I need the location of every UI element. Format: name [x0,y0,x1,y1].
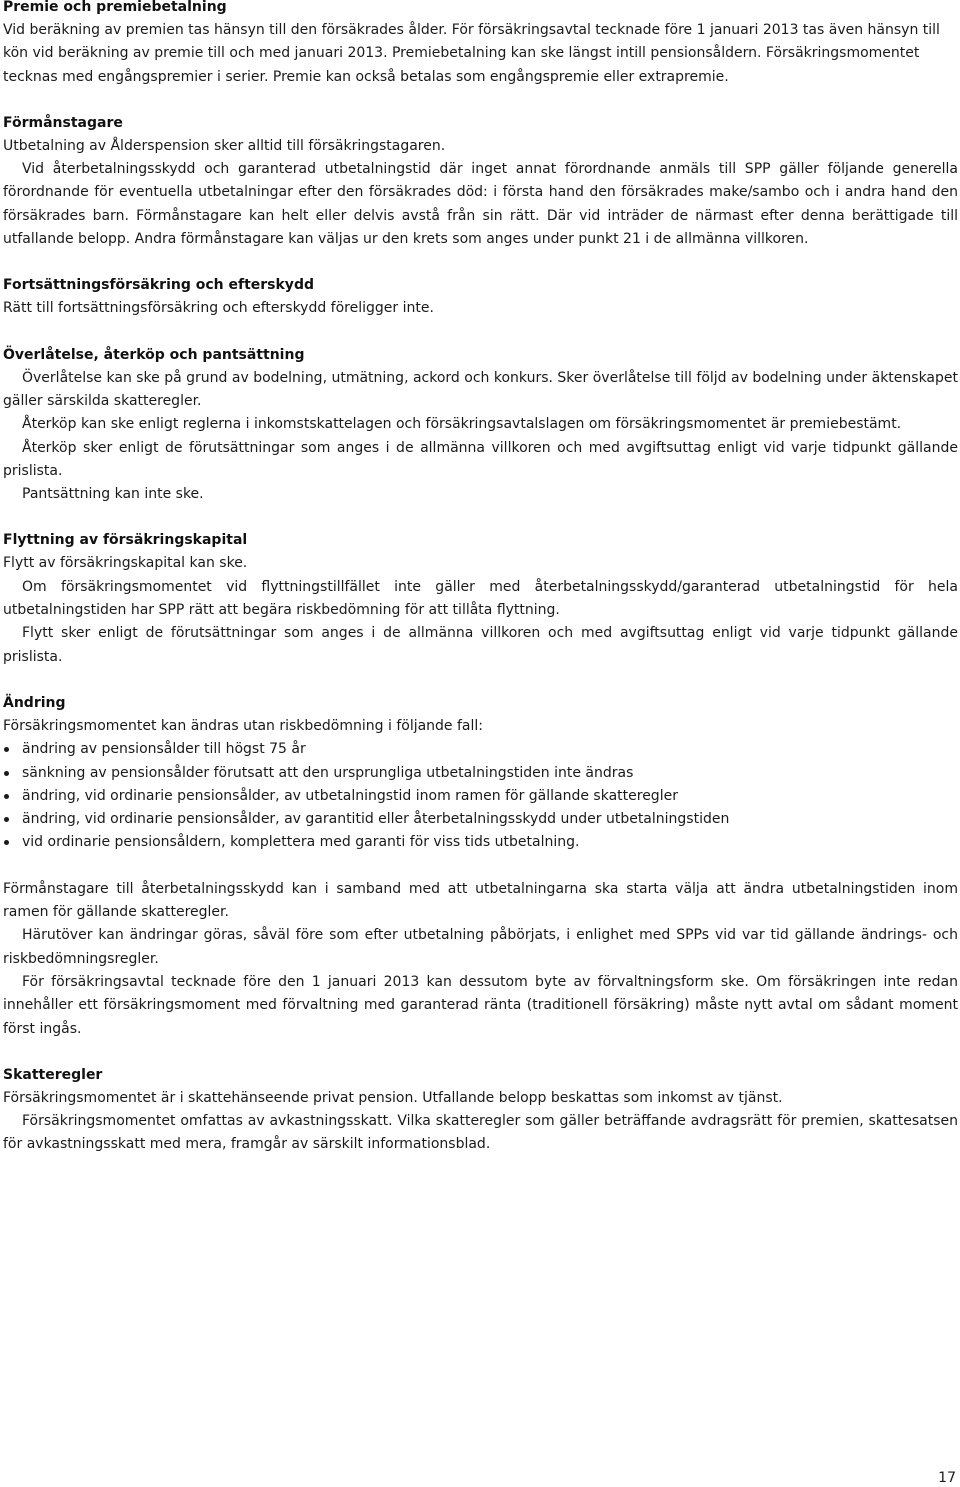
list-item: ändring, vid ordinarie pensionsålder, av utbetalningstid inom ramen för gällande skatteregler [3,785,958,808]
paragraph: Förmånstagare till återbetalningsskydd kan i samband med att utbetalningarna ska starta välja att ändra utbetalningstiden inom ramen för gällande skatteregler. [3,880,958,921]
page-number: 17 [938,1470,956,1486]
heading-formanstagare: Förmånstagare [3,114,123,131]
paragraph: Återköp sker enligt de förutsättningar som anges i de allmänna villkoren och med avgiftsuttag enligt vid varje tidpunkt gällande prislista. [3,439,958,479]
section-fortsattning [3,274,958,320]
paragraph: Flytt sker enligt de förutsättningar som anges i de allmänna villkoren och med avgiftsuttag enligt vid varje tidpunkt gällande prislista. [3,625,958,665]
spacer [3,855,958,878]
paragraph: För försäkringsavtal tecknade före den 1 januari 2013 kan dessutom byte av förvaltningsform ske. Om försäkringen inte redan innehåller ett försäkringsmoment med förvaltning med garanterad ränta (traditionell försäkring) måste nytt avtal om sådant moment först ingås. [3,973,958,1037]
paragraph: Flytt av försäkringskapital kan ske. [3,555,248,572]
document-page [3,0,958,1180]
heading-skatteregler: Skatteregler [3,1066,103,1083]
section-formanstagare [3,112,958,251]
paragraph: Försäkringsmomentet kan ändras utan riskbedömning i följande fall: [3,717,483,734]
section-premie [3,0,958,89]
list-item: ändring, vid ordinarie pensionsålder, av garantitid eller återbetalningsskydd under utbetalningstiden [3,808,958,831]
paragraph: Överlåtelse kan ske på grund av bodelning, utmätning, ackord och konkurs. Sker överlåtelse till följd av bodelning under äktenskapet gäller särskilda skatteregler. [3,369,958,409]
paragraph: Återköp kan ske enligt reglerna i inkomstskattelagen och försäkringsavtalslagen om försäkringsmomentet är premiebestämt. [22,416,902,433]
paragraph: Vid beräkning av premien tas hänsyn till den försäkrades ålder. För försäkringsavtal tecknade före 1 januari 2013 tas även hänsyn till kön vid beräkning av premie till och med januari 2013. Premiebetalning kan ske längst intill pensionsåldern. Försäkringsmomentet tecknas med engångspremier i serier. Premie kan också betalas som engångspremie eller extrapremie. [3,22,940,85]
paragraph: Försäkringsmomentet omfattas av avkastningsskatt. Vilka skatteregler som gäller beträffande avdragsrätt för premien, skattesatsen för avkastningsskatt med mera, framgår av särskilt informationsblad. [3,1113,958,1153]
paragraph: Försäkringsmomentet är i skattehänseende privat pension. Utfallande belopp beskattas som inkomst av tjänst. [3,1089,783,1106]
paragraph: Utbetalning av Ålderspension sker alltid till försäkringstagaren. [3,137,446,154]
paragraph: Pantsättning kan inte ske. [22,486,204,503]
section-flyttning [3,529,958,668]
heading-andring: Ändring [3,694,66,711]
paragraph: Rätt till fortsättningsförsäkring och efterskydd föreligger inte. [3,300,434,317]
list-item: sänkning av pensionsålder förutsatt att den ursprungliga utbetalningstiden inte ändras [3,762,958,785]
heading-flyttning: Flyttning av försäkringskapital [3,532,248,549]
heading-fortsattning: Fortsättningsförsäkring och efterskydd [3,277,314,294]
heading-overlatelse: Överlåtelse, återköp och pantsättning [3,346,305,363]
list-item: ändring av pensionsålder till högst 75 år [3,738,958,761]
bullet-list [3,738,958,854]
section-andring [3,692,958,1041]
section-skatteregler [3,1064,958,1157]
paragraph: Vid återbetalningsskydd och garanterad utbetalningstid där inget annat förordnande anmäls till SPP gäller följande generella förordnande för eventuella utbetalningar efter den försäkrades död: i första hand den försäkrades make/sambo och i andra hand den försäkrades barn. Förmånstagare kan helt eller delvis avstå från sin rätt. Där vid inträder de närmast efter denna berättigade till utfallande belopp. Andra förmånstagare kan väljas ur den krets som anges under punkt 21 i de allmänna villkoren. [3,161,958,248]
list-item: vid ordinarie pensionsåldern, komplettera med garanti för viss tids utbetalning. [3,831,958,854]
paragraph: Om försäkringsmomentet vid flyttningstillfället inte gäller med återbetalningsskydd/garanterad utbetalningstid för hela utbetalningstiden har SPP rätt att begära riskbedömning för att tillåta flyttning. [3,578,958,619]
heading-premie: Premie och premiebetalning [3,0,227,15]
section-overlatelse [3,344,958,507]
paragraph: Härutöver kan ändringar göras, såväl före som efter utbetalning påbörjats, i enlighet med SPPs vid var tid gällande ändrings- och riskbedömningsregler. [3,927,958,967]
